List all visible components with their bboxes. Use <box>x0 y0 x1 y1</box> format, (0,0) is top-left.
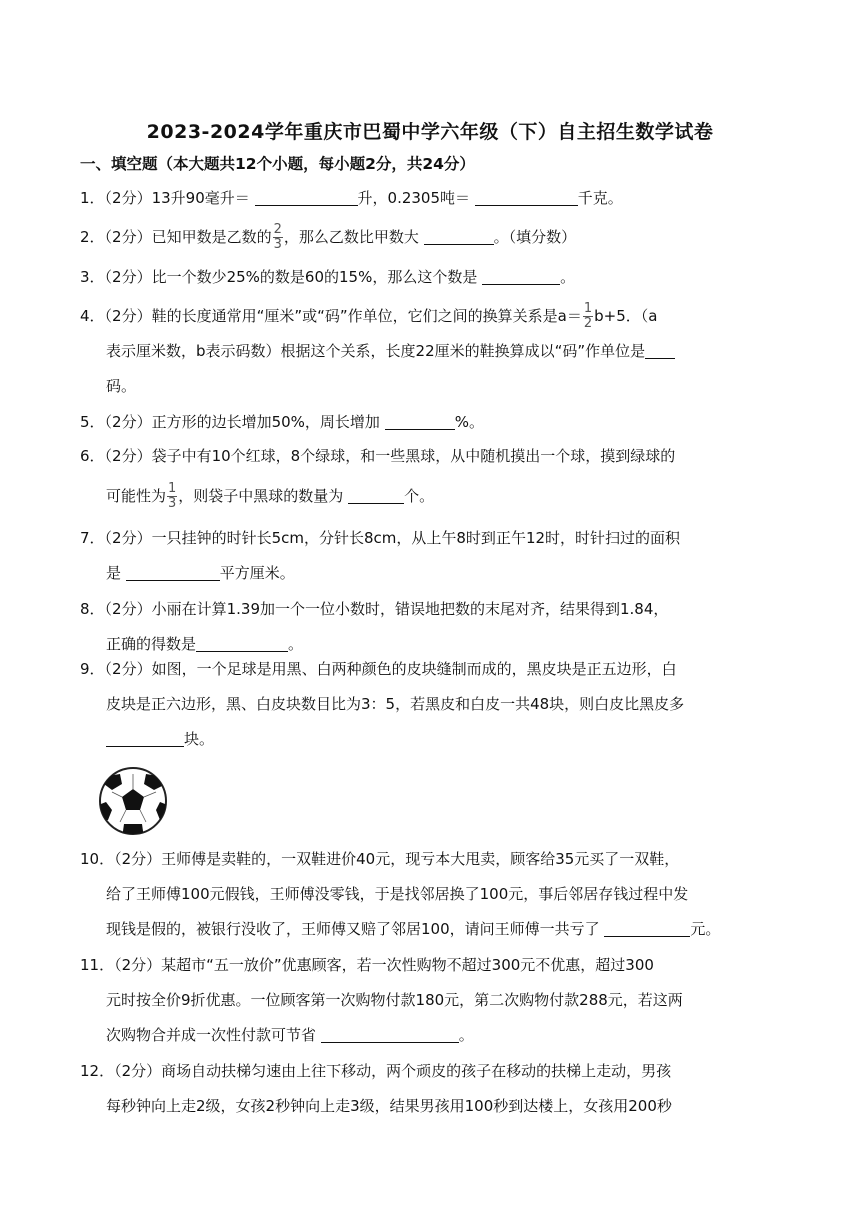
answer-blank[interactable] <box>126 562 220 581</box>
answer-blank[interactable] <box>475 187 578 206</box>
question-3: 3．（2分）比一个数少25%的数是60的15%，那么这个数是 。 <box>80 268 576 286</box>
answer-blank[interactable] <box>424 226 494 245</box>
question-10: 10．（2分）王师傅是卖鞋的，一双鞋进价40元，现亏本大甩卖，顾客给35元买了一双鞋， 给了王师傅100元假钱，王师傅没零钱，于是找邻居换了100元，事后邻居存钱过程中发 现钱是假的，被银行没收了，王师傅又赔了邻居100，请问王师傅一共亏了 元。 <box>80 850 721 938</box>
answer-blank[interactable] <box>604 918 690 937</box>
answer-blank[interactable] <box>321 1024 459 1043</box>
question-12: 12．（2分）商场自动扶梯匀速由上往下移动，两个顽皮的孩子在移动的扶梯上走动，男孩 每秒钟向上走2级，女孩2秒钟向上走3级，结果男孩用100秒到达楼上，女孩用200秒 <box>80 1062 672 1115</box>
answer-blank[interactable] <box>482 266 560 285</box>
answer-blank[interactable] <box>348 485 404 504</box>
question-7: 7．（2分）一只挂钟的时针长5cm，分针长8cm，从上午8时到正午12时，时针扫过的面积 是 平方厘米。 <box>80 529 681 582</box>
fraction: $\frac{1}{3}$ <box>168 481 177 511</box>
question-9: 9．（2分）如图，一个足球是用黑、白两种颜色的皮块缝制而成的，黑皮块是正五边形，白 皮块是正六边形，黑、白皮块数目比为3：5，若黑皮和白皮一共48块，则白皮比黑皮多 块。 <box>80 660 685 748</box>
fraction: $\frac{2}{3}$ <box>273 222 282 252</box>
soccer-ball-icon <box>98 766 168 836</box>
answer-blank[interactable] <box>645 340 675 359</box>
question-6: 6．（2分）袋子中有10个红球，8个绿球，和一些黑球，从中随机摸出一个球，摸到绿球的 可能性为 $\frac{1}{3}$ ，则袋子中黑球的数量为 个。 <box>80 447 676 511</box>
answer-blank[interactable] <box>255 187 358 206</box>
answer-blank[interactable] <box>106 728 184 747</box>
question-4: 4．（2分）鞋的长度通常用“厘米”或“码”作单位，它们之间的换算关系是a＝ $\frac{1}{2}$ b+5．（a 表示厘米数，b表示码数）根据这个关系，长度22厘米的鞋换算成以“码”作单位是 码。 <box>80 299 786 404</box>
question-8: 8．（2分）小丽在计算1.39加一个一位小数时，错误地把数的末尾对齐，结果得到1.84， 正确的得数是 。 <box>80 600 669 653</box>
answer-blank[interactable] <box>196 633 288 652</box>
section-heading: 一、填空题（本大题共12个小题，每小题2分，共24分） <box>80 155 475 173</box>
question-5: 5．（2分）正方形的边长增加50%，周长增加 %。 <box>80 413 484 431</box>
page-title: 2023-2024学年重庆市巴蜀中学六年级（下）自主招生数学试卷 <box>146 121 714 143</box>
fraction: $\frac{1}{2}$ <box>583 301 593 331</box>
question-2: 2．（2分）已知甲数是乙数的 $\frac{2}{3}$ ，那么乙数比甲数大 。（填分数） <box>80 222 577 252</box>
question-1: 1．（2分）13升90毫升＝ 升，0.2305吨＝ 千克。 <box>80 189 623 207</box>
question-11: 11．（2分）某超市“五一放价”优惠顾客，若一次性购物不超过300元不优惠，超过300 元时按全价9折优惠。一位顾客第一次购物付款180元，第二次购物付款288元，若这两 次购物合并成一次性付款可节省 。 <box>80 956 683 1044</box>
answer-blank[interactable] <box>385 411 455 430</box>
